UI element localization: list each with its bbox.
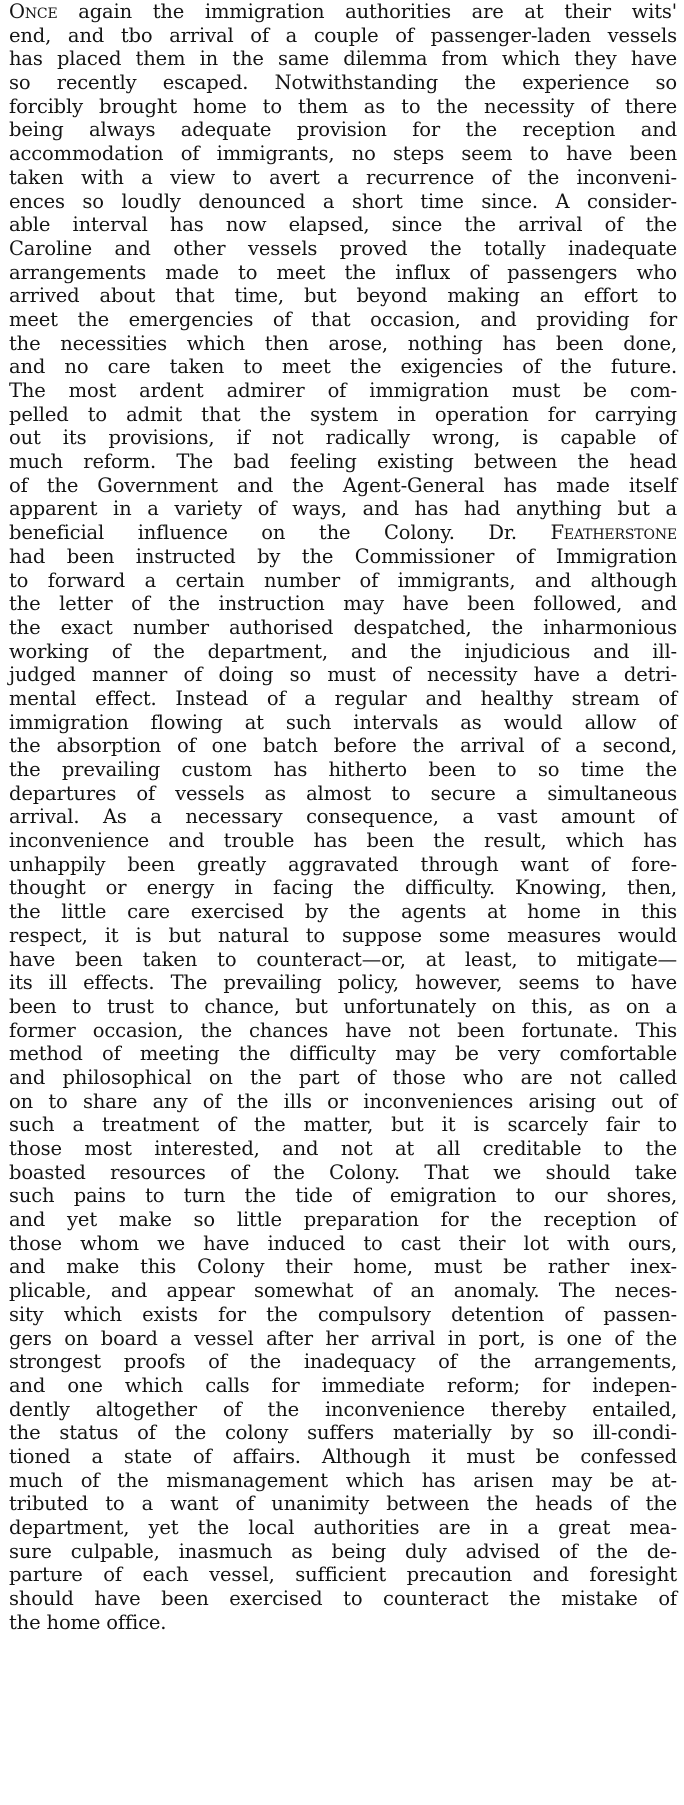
text-line: parture of each vessel, sufficient precaution and foresight	[9, 1563, 677, 1587]
text-line: forcibly brought home to them as to the necessity of there	[9, 94, 677, 118]
text-line: and one which calls for immediate reform; for indepen-	[9, 1373, 677, 1397]
text-line: able interval has now elapsed, since the arrival of the	[9, 213, 677, 237]
text-line: the exact number authorised despatched, the inharmonious	[9, 615, 677, 639]
text-line: immigration flowing at such intervals as would allow of	[9, 710, 677, 734]
text-line: working of the department, and the injudicious and ill-	[9, 639, 677, 663]
text-line: accommodation of immigrants, no steps seem to have been	[9, 142, 677, 166]
text-line: unhappily been greatly aggravated through want of fore-	[9, 852, 677, 876]
text-line: The most ardent admirer of immigration must be com-	[9, 379, 677, 402]
text-line: the status of the colony suffers materially by so ill-condi-	[9, 1421, 677, 1445]
text-line: those whom we have induced to cast their lot with ours,	[9, 1231, 677, 1255]
text-line: judged manner of doing so must of necessity have a detri-	[9, 663, 677, 687]
text-line: has placed them in the same dilemma from which they have	[9, 47, 677, 71]
text-line: the necessities which then arose, nothing has been done,	[9, 331, 677, 355]
text-line: gers on board a vessel after her arrival in port, is one of the	[9, 1326, 677, 1350]
text-line: boasted resources of the Colony. That we should take	[9, 1160, 677, 1184]
text-line: so recently escaped. Notwithstanding the experience so	[9, 71, 677, 95]
text-line: the prevailing custom has hitherto been to so time the	[9, 758, 677, 781]
text-line: meet the emergencies of that occasion, and providing for	[9, 307, 677, 331]
text-line: and philosophical on the part of those who are not called	[9, 1065, 677, 1089]
text-line: out its provisions, if not radically wrong, is capable of	[9, 426, 677, 450]
text-line: arrived about that time, but beyond making an effort to	[9, 284, 677, 308]
text-line: thought or energy in facing the difficulty. Knowing, then,	[9, 876, 677, 900]
text-line: of the Government and the Agent-General has made itself	[9, 473, 677, 497]
text-line: Caroline and other vessels proved the totally inadequate	[9, 236, 677, 260]
text-line: much of the mismanagement which has arisen may be at-	[9, 1468, 677, 1492]
text-line	[9, 0, 677, 24]
text-line: taken with a view to avert a recurrence of the inconveni-	[9, 165, 677, 189]
text-line: end, and tbo arrival of a couple of passenger-laden vessels	[9, 23, 677, 47]
text-line: arrival. As a necessary consequence, a vast amount of	[9, 805, 677, 829]
text-line: had been instructed by the Commissioner of Immigration	[9, 544, 677, 568]
text-line: the letter of the instruction may have been followed, and	[9, 592, 677, 616]
text-line: to forward a certain number of immigrants, and although	[9, 568, 677, 592]
text-line-last: the home office.	[9, 1610, 167, 1634]
text-line: respect, it is but natural to suppose some measures would	[9, 923, 677, 947]
text-line: sure culpable, inasmuch as being duly advised of the de-	[9, 1539, 677, 1563]
text-line: being always adequate provision for the reception and	[9, 118, 677, 142]
text-line: department, yet the local authorities are in a great mea-	[9, 1516, 677, 1539]
text-line: tributed to a want of unanimity between the heads of the	[9, 1492, 677, 1516]
text-line: should have been exercised to counteract the mistake of	[9, 1587, 677, 1611]
text-line: strongest proofs of the inadequacy of the arrangements,	[9, 1350, 677, 1374]
text-line: its ill effects. The prevailing policy, however, seems to have	[9, 971, 677, 995]
text-line: been to trust to chance, but unfortunately on this, as on a	[9, 994, 677, 1018]
text-line: former occasion, the chances have not been fortunate. This	[9, 1018, 677, 1042]
small-caps-name: Featherstone	[550, 521, 677, 545]
text-line: and no care taken to meet the exigencies of the future.	[9, 355, 677, 379]
line-text: beneficial influence on the Colony. Dr.	[9, 521, 551, 545]
text-line: such a treatment of the matter, but it is scarcely fair to	[9, 1113, 677, 1137]
text-line: dently altogether of the inconvenience thereby entailed,	[9, 1397, 677, 1421]
text-line	[9, 521, 677, 545]
text-line: departures of vessels as almost to secure a simultaneous	[9, 781, 677, 805]
text-line: sity which exists for the compulsory detention of passen-	[9, 1302, 677, 1326]
text-line: apparent in a variety of ways, and has had anything but a	[9, 497, 677, 521]
text-line: inconvenience and trouble has been the result, which has	[9, 829, 677, 853]
text-line: tioned a state of affairs. Although it must be confessed	[9, 1444, 677, 1468]
article-column	[9, 0, 677, 1634]
text-line: method of meeting the difficulty may be very comfortable	[9, 1042, 677, 1066]
text-line: such pains to turn the tide of emigration to our shores,	[9, 1184, 677, 1208]
line-text: again the immigration authorities are at their wits'	[57, 0, 677, 23]
text-line: much reform. The bad feeling existing between the head	[9, 450, 677, 474]
text-line: on to share any of the ills or inconveniences arising out of	[9, 1089, 677, 1113]
small-caps-word: Once	[9, 0, 58, 23]
text-line: those most interested, and not at all creditable to the	[9, 1137, 677, 1160]
text-line: have been taken to counteract—or, at least, to mitigate—	[9, 947, 677, 971]
text-line: the absorption of one batch before the arrival of a second,	[9, 734, 677, 758]
text-line: and yet make so little preparation for the reception of	[9, 1208, 677, 1232]
text-line: pelled to admit that the system in operation for carrying	[9, 402, 677, 426]
text-line: ences so loudly denounced a short time since. A consider-	[9, 189, 677, 213]
text-line: arrangements made to meet the influx of passengers who	[9, 260, 677, 284]
text-line: and make this Colony their home, must be rather inex-	[9, 1255, 677, 1279]
text-line: the little care exercised by the agents at home in this	[9, 900, 677, 924]
text-line: mental effect. Instead of a regular and healthy stream of	[9, 686, 677, 710]
text-line: plicable, and appear somewhat of an anomaly. The neces-	[9, 1279, 677, 1303]
